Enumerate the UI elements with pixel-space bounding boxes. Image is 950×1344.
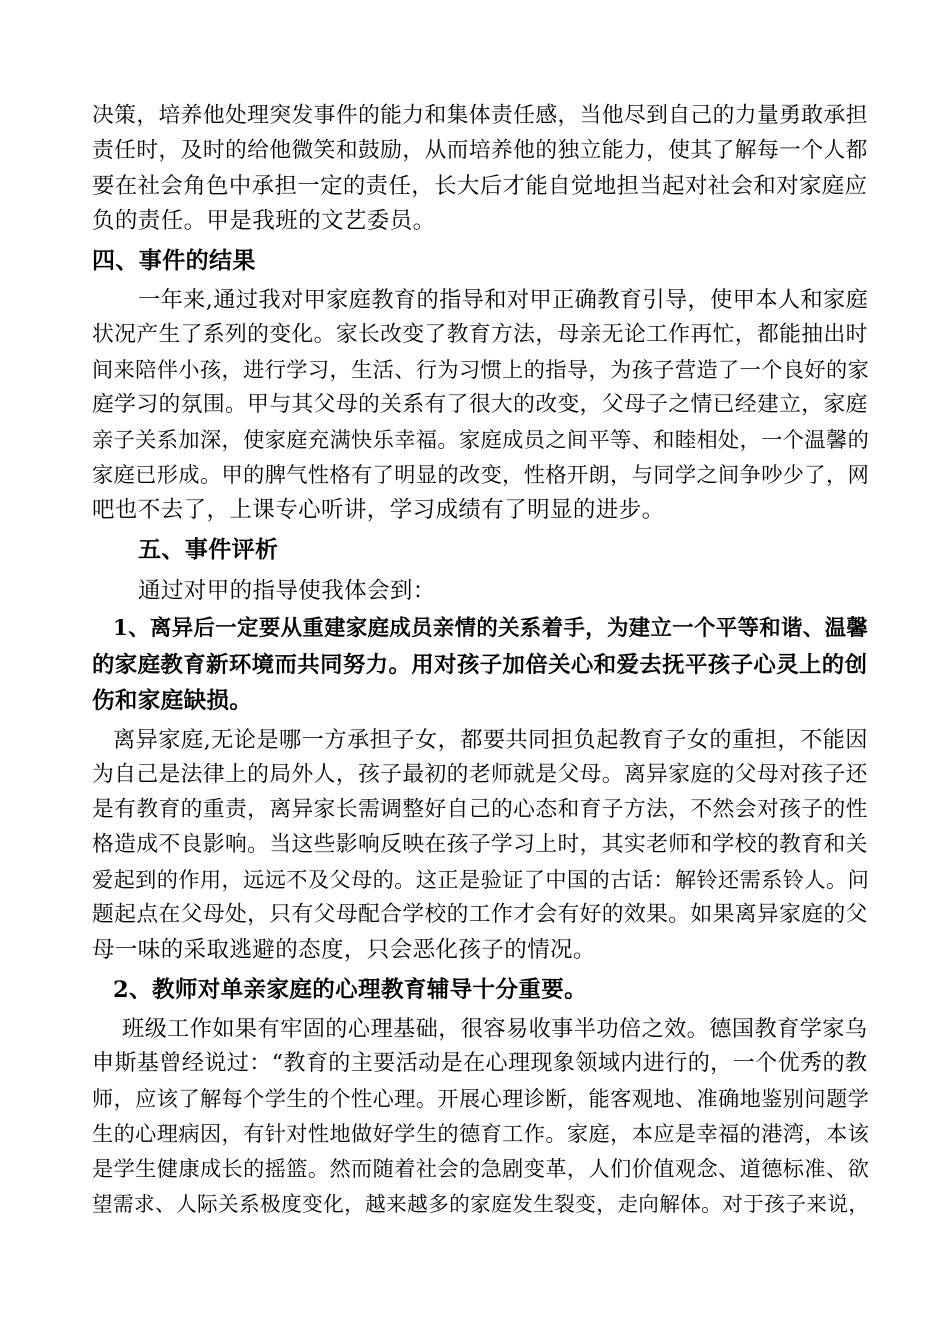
- paragraph-line: 爱起到的作用，远远不及父母的。这正是验证了中国的古话：解铃还需系铃人。问: [92, 867, 870, 892]
- point-1-line: 伤和家庭缺损。: [92, 688, 253, 714]
- section-heading-5: 五、事件评析: [138, 536, 279, 563]
- paragraph-line: 申斯基曾经说过：“教育的主要活动是在心理现象领域内进行的，一个优秀的教: [92, 1051, 868, 1076]
- paragraph-line: 格造成不良影响。当这些影响反映在孩子学习上时，其实老师和学校的教育和关: [92, 832, 868, 857]
- paragraph-line: 亲子关系加深，使家庭充满快乐幸福。家庭成员之间平等、和睦相处，一个温馨的: [92, 427, 870, 452]
- paragraph-line: 生的心理病因，有针对性地做好学生的德育工作。家庭，本应是幸福的港湾，本该: [92, 1121, 870, 1146]
- paragraph-line: 题起点在父母处，只有父母配合学校的工作才会有好的效果。如果离异家庭的父: [92, 902, 868, 927]
- paragraph-line: 间来陪伴小孩，进行学习，生活、行为习惯上的指导，为孩子营造了一个良好的家: [92, 357, 870, 382]
- paragraph-line: 状况产生了系列的变化。家长改变了教育方法，母亲无论工作再忙，都能抽出时: [92, 322, 868, 347]
- section-heading-4: 四、事件的结果: [92, 247, 256, 274]
- point-1-line: 1、离异后一定要从重建家庭成员亲情的关系着手，为建立一个平等和谐、温馨: [113, 616, 869, 641]
- paragraph-line: 庭学习的氛围。甲与其父母的关系有了很大的改变，父母子之情已经建立，家庭: [92, 392, 868, 417]
- paragraph-line: 吧也不去了，上课专心听讲，学习成绩有了明显的进步。: [92, 497, 665, 523]
- paragraph-line: 离异家庭,无论是哪一方承担子女，都要共同担负起教育子女的重担，不能因: [113, 727, 868, 753]
- paragraph-line: 是有教育的重责，离异家长需调整好自己的心态和育子方法，不然会对孩子的性: [92, 797, 868, 822]
- section-intro: 通过对甲的指导使我体会到：: [138, 578, 436, 604]
- continuation-line: 负的责任。甲是我班的文艺委员。: [92, 208, 436, 234]
- paragraph-line: 是学生健康成长的摇篮。然而随着社会的急剧变革，人们价值观念、道德标准、欲: [92, 1156, 870, 1181]
- paragraph-line: 一年来,通过我对甲家庭教育的指导和对甲正确教育引导，使甲本人和家庭: [138, 287, 869, 313]
- point-2-line: 2、教师对单亲家庭的心理教育辅导十分重要。: [113, 977, 588, 1003]
- paragraph-line: 家庭已形成。甲的脾气性格有了明显的改变，性格开朗，与同学之间争吵少了，网: [92, 462, 870, 487]
- paragraph-line: 师，应该了解每个学生的个性心理。开展心理诊断，能客观地、准确地鉴别问题学: [92, 1086, 870, 1111]
- continuation-line: 要在社会角色中承担一定的责任，长大后才能自觉地担当起对社会和对家庭应: [92, 173, 868, 199]
- paragraph-line: 母一味的采取逃避的态度，只会恶化孩子的情况。: [92, 937, 596, 963]
- continuation-line: 决策，培养他处理突发事件的能力和集体责任感，当他尽到自己的力量勇敢承担: [92, 103, 868, 128]
- point-1-line: 的家庭教育新环境而共同努力。用对孩子加倍关心和爱去抚平孩子心灵上的创: [92, 652, 868, 678]
- paragraph-line: 望需求、人际关系极度变化，越来越多的家庭发生裂变，走向解体。对于孩子来说，: [92, 1192, 870, 1216]
- continuation-line: 责任时，及时的给他微笑和鼓励，从而培养他的独立能力，使其了解每一个人都: [92, 138, 868, 163]
- paragraph-line: 为自己是法律上的局外人，孩子最初的老师就是父母。离异家庭的父母对孩子还: [92, 762, 868, 787]
- paragraph-line: 班级工作如果有牢固的心理基础，很容易收事半功倍之效。德国教育学家乌: [122, 1016, 868, 1042]
